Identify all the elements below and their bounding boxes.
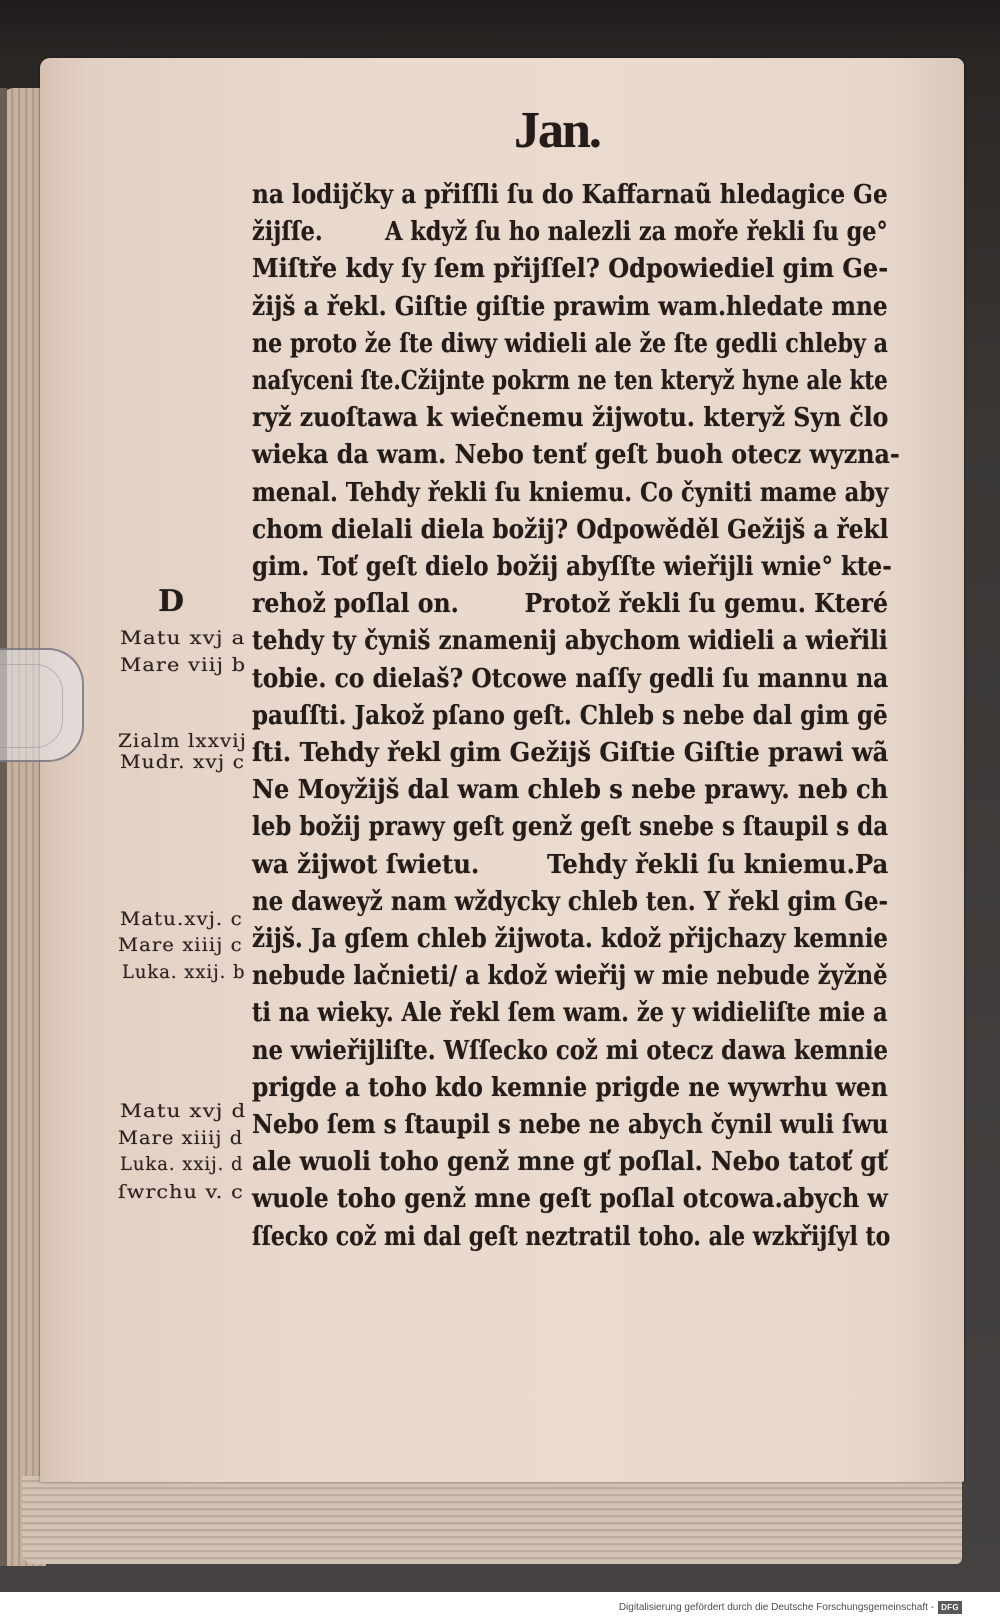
page-clip-inner — [0, 664, 63, 748]
running-title: Jan. — [514, 102, 600, 159]
text-line: ne proto že ſte diwy widieli ale že ſte gedli chleby a — [252, 328, 889, 359]
text-line: wa žijwot ſwietu. Tehdy řekli ſu kniemu.Pa — [252, 849, 889, 880]
text-line: ſſecko což mi dal geſt neztratil toho. ale wzkřijſyl to — [252, 1221, 891, 1252]
text-line: Ne Moyžijš dal wam chleb s nebe prawy. neb ch — [252, 775, 889, 806]
margin-note: Mare xiiij d — [118, 1127, 244, 1149]
text-line: ale wuoli toho genž mne gť poſlal. Nebo tatoť gť — [252, 1147, 888, 1178]
text-line: prigde a toho kdo kemnie prigde ne wywrhu wen — [252, 1072, 888, 1103]
margin-note: Luka. xxij. b — [122, 961, 246, 983]
footer-credit: Digitalisierung gefördert durch die Deutsche Forschungsgemeinschaft - — [618, 1601, 934, 1613]
text-line: na lodijčky a přiſſli ſu do Kaffarnaũ hledagice Ge — [252, 180, 888, 210]
margin-note: Mare xiiij c — [118, 934, 243, 956]
text-line: Miſtře kdy ſy ſem přijſſel? Odpowiediel gim Ge- — [252, 254, 889, 285]
text-line: nebude lačnieti/ a kdož wieřij w mie nebude žyžně — [252, 961, 888, 992]
dfg-logo: DFG — [938, 1601, 962, 1614]
text-line: žijš a řekl. Giſtie giſtie prawim wam.hledate mne — [252, 291, 888, 322]
text-line: ne daweyž nam wždycky chleb ten. Y řekl gim Ge- — [252, 886, 889, 917]
text-line: wieka da wam. Nebo tenť geſt buoh otecz wyzna- — [252, 440, 900, 471]
text-line: chom dielali diela božij? Odpowěděl Gežijš a řekl — [252, 514, 889, 545]
text-line: menal. Tehdy řekli ſu kniemu. Co čyniti mame aby — [252, 477, 889, 508]
text-line: rehož poſlal on. Protož řekli ſu gemu. Které — [252, 589, 888, 620]
margin-marker: D — [158, 584, 185, 619]
page-edges-bottom — [22, 1476, 962, 1564]
page-edges-shadow — [0, 88, 7, 1566]
text-line: gim. Toť geſt dielo božij abyſſte wieřijli wnie° kte- — [252, 552, 892, 583]
footer — [619, 1599, 962, 1615]
body-text — [252, 177, 1000, 1256]
page-clip — [0, 648, 84, 762]
margin-note: Matu xvj a — [120, 627, 246, 649]
text-line: Nebo ſem s ſtaupil s nebe ne abych čynil wuli ſwu — [252, 1110, 889, 1141]
text-line: wuole toho genž mne geſt poſlal otcowa.abych w — [252, 1184, 888, 1215]
text-line: žijš. Ja gſem chleb žijwota. kdož přijchazy kemnie — [252, 924, 888, 955]
text-line: tehdy ty čyniš znamenij abychom widieli a wieřili — [252, 626, 888, 657]
text-line: naſyceni ſte.Cžijnte pokrm ne ten kteryž hyne ale kte — [252, 366, 888, 397]
margin-note: Zialm lxxvij — [118, 730, 247, 752]
text-line: tobie. co dielaš? Otcowe naſſy gedli ſu mannu na — [252, 663, 889, 694]
margin-note: Mudr. xvj c — [120, 751, 245, 773]
text-line: ſti. Tehdy řekl gim Gežijš Giſtie Giſtie prawi wã — [252, 738, 889, 769]
text-line: žijſſe. A když ſu ho nalezli za moře řekli ſu ge° — [252, 217, 888, 248]
margin-note: ſwrchu v. c — [118, 1181, 244, 1203]
margin-note: Mare viij b — [120, 654, 247, 676]
text-line: leb božij prawy geſt genž geſt snebe s ſtaupil s da — [252, 812, 889, 843]
text-line: ne vwieřijliſte. Wſſecko což mi otecz dawa kemnie — [252, 1035, 888, 1066]
text-line: ti na wieky. Ale řekl ſem wam. že y widieliſte mie a — [252, 998, 888, 1029]
margin-note: Luka. xxij. d — [120, 1153, 244, 1175]
text-line: ryž zuoſtawa k wiečnemu žijwotu. kteryž Syn člo — [252, 403, 889, 434]
margin-note: Matu xvj d — [120, 1100, 247, 1122]
margin-note: Matu.xvj. c — [120, 908, 243, 930]
text-line: pauſſti. Jakož pſano geſt. Chleb s nebe dal gim gē — [252, 700, 888, 731]
